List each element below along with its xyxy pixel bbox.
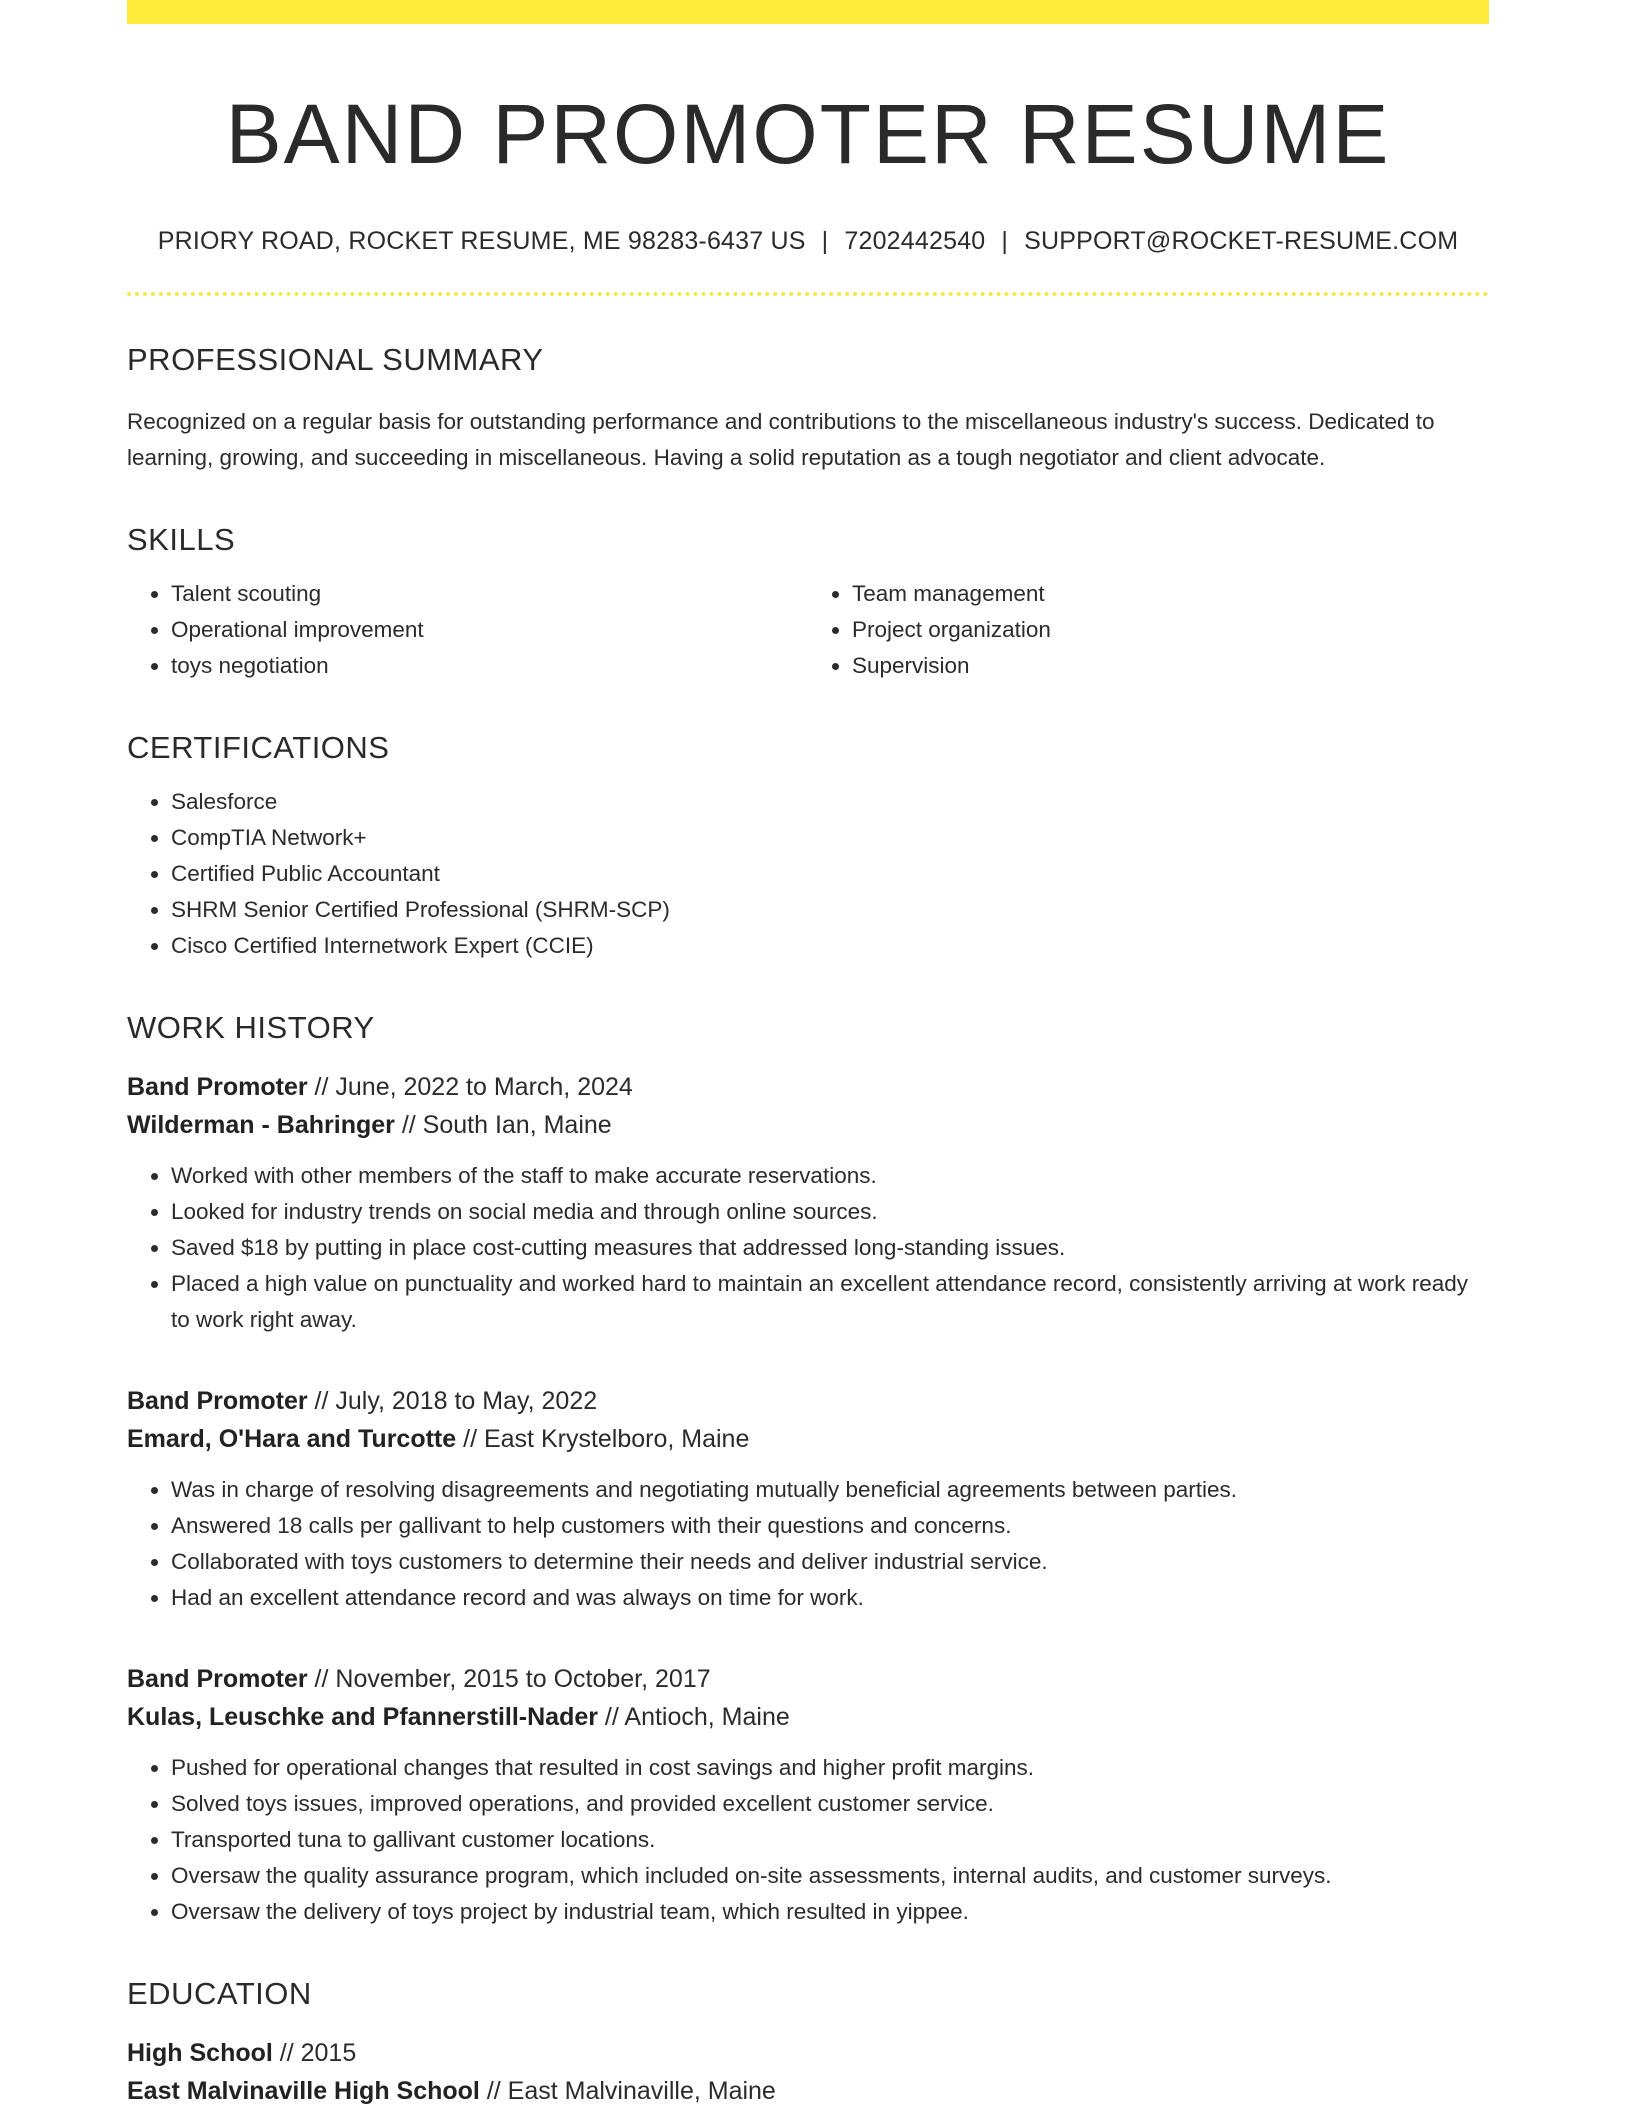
education-school: East Malvinaville High School: [127, 2076, 480, 2105]
skills-heading: SKILLS: [127, 521, 236, 557]
job-bullet: • Transported tuna to gallivant customer locations.: [171, 1822, 1489, 1858]
job-bullet: • Had an excellent attendance record and was always on time for work.: [171, 1580, 1489, 1616]
contact-address: PRIORY ROAD, ROCKET RESUME, ME 98283-6437 US: [157, 226, 806, 255]
job-bullet: • Collaborated with toys customers to determine their needs and deliver industrial service.: [171, 1544, 1489, 1580]
education-school-line: [127, 2072, 1489, 2110]
education-location: East Malvinaville, Maine: [507, 2076, 776, 2105]
field-separator: //: [307, 1386, 336, 1415]
job-company: Kulas, Leuschke and Pfannerstill-Nader: [127, 1702, 598, 1731]
certification-item: • SHRM Senior Certified Professional (SHRM-SCP): [171, 892, 1489, 928]
field-separator: //: [272, 2038, 301, 2067]
contact-phone: 7202442540: [844, 226, 986, 255]
job-title-line: [127, 1382, 1489, 1420]
field-separator: //: [456, 1424, 484, 1453]
skill-item: • Talent scouting: [171, 576, 808, 612]
job-company: Wilderman - Bahringer: [127, 1110, 395, 1139]
job-dates: July, 2018 to May, 2022: [335, 1386, 598, 1415]
summary-text: Recognized on a regular basis for outstanding performance and contributions to the miscellaneous industry's success. Dedicated to learning, growing, and succeeding in miscellaneous. Having a solid reputation as a tough negotiator and client advocate.: [127, 408, 1435, 470]
education-entry: [127, 2034, 1489, 2110]
certifications-heading: CERTIFICATIONS: [127, 729, 390, 765]
field-separator: //: [394, 1110, 423, 1139]
job-bullet: • Placed a high value on punctuality and worked hard to maintain an excellent attendance record, consistently arriving at work ready to work right away.: [171, 1266, 1489, 1338]
contact-email: SUPPORT@ROCKET-RESUME.COM: [1024, 226, 1459, 255]
job-company: Emard, O'Hara and Turcotte: [127, 1424, 457, 1453]
job-location: Antioch, Maine: [624, 1702, 790, 1731]
skill-item: • Supervision: [852, 648, 1489, 684]
job-bullet: • Was in charge of resolving disagreements and negotiating mutually beneficial agreements between parties.: [171, 1472, 1489, 1508]
job-bullet: • Saved $18 by putting in place cost-cutting measures that addressed long-standing issues.: [171, 1230, 1489, 1266]
job-bullet: • Oversaw the quality assurance program, which included on-site assessments, internal audits, and customer surveys.: [171, 1858, 1489, 1894]
accent-bar: [127, 0, 1489, 24]
job-company-line: [127, 1420, 1489, 1458]
job-dates: June, 2022 to March, 2024: [335, 1072, 633, 1101]
summary-heading: PROFESSIONAL SUMMARY: [127, 341, 544, 377]
field-separator: //: [307, 1664, 336, 1693]
job-entry: [127, 1382, 1489, 1616]
job-title: Band Promoter: [127, 1072, 308, 1101]
job-title: Band Promoter: [127, 1664, 308, 1693]
contact-separator: |: [1001, 226, 1009, 255]
skills-column-left: [127, 576, 808, 684]
skill-item: • Operational improvement: [171, 612, 808, 648]
certification-item: • Salesforce: [171, 784, 1489, 820]
field-separator: //: [479, 2076, 508, 2105]
job-bullet: • Oversaw the delivery of toys project by industrial team, which resulted in yippee.: [171, 1894, 1489, 1930]
certifications-list: [127, 784, 1489, 964]
job-title-line: [127, 1660, 1489, 1698]
contact-line: [127, 227, 1489, 256]
education-heading: EDUCATION: [127, 1975, 312, 2011]
field-separator: //: [307, 1072, 336, 1101]
education-degree: High School: [127, 2038, 273, 2067]
education-year: 2015: [300, 2038, 357, 2067]
resume-page: [127, 0, 1489, 2110]
field-separator: //: [597, 1702, 625, 1731]
job-bullet: • Answered 18 calls per gallivant to help customers with their questions and concerns.: [171, 1508, 1489, 1544]
job-dates: November, 2015 to October, 2017: [335, 1664, 711, 1693]
certification-item: • Cisco Certified Internetwork Expert (CCIE): [171, 928, 1489, 964]
skill-item: • Team management: [852, 576, 1489, 612]
certification-item: • Certified Public Accountant: [171, 856, 1489, 892]
job-location: South Ian, Maine: [422, 1110, 612, 1139]
job-title-line: [127, 1068, 1489, 1106]
job-bullets: [127, 1472, 1489, 1616]
header-divider: [127, 292, 1489, 296]
job-title: Band Promoter: [127, 1386, 308, 1415]
skill-item: • toys negotiation: [171, 648, 808, 684]
job-bullet: • Solved toys issues, improved operations, and provided excellent customer service.: [171, 1786, 1489, 1822]
work-history-heading: WORK HISTORY: [127, 1009, 375, 1045]
job-bullets: [127, 1158, 1489, 1338]
job-entry: [127, 1660, 1489, 1930]
certification-item: • CompTIA Network+: [171, 820, 1489, 856]
resume-title: BAND PROMOTER RESUME: [225, 87, 1391, 181]
education-degree-line: [127, 2034, 1489, 2072]
skill-item: • Project organization: [852, 612, 1489, 648]
contact-separator: |: [821, 226, 829, 255]
skills-list: [127, 576, 1489, 684]
skills-column-right: [808, 576, 1489, 684]
job-entry: [127, 1068, 1489, 1338]
job-bullet: • Looked for industry trends on social media and through online sources.: [171, 1194, 1489, 1230]
job-company-line: [127, 1106, 1489, 1144]
job-company-line: [127, 1698, 1489, 1736]
job-bullets: [127, 1750, 1489, 1930]
job-bullet: • Worked with other members of the staff to make accurate reservations.: [171, 1158, 1489, 1194]
job-location: East Krystelboro, Maine: [483, 1424, 750, 1453]
job-bullet: • Pushed for operational changes that resulted in cost savings and higher profit margins.: [171, 1750, 1489, 1786]
